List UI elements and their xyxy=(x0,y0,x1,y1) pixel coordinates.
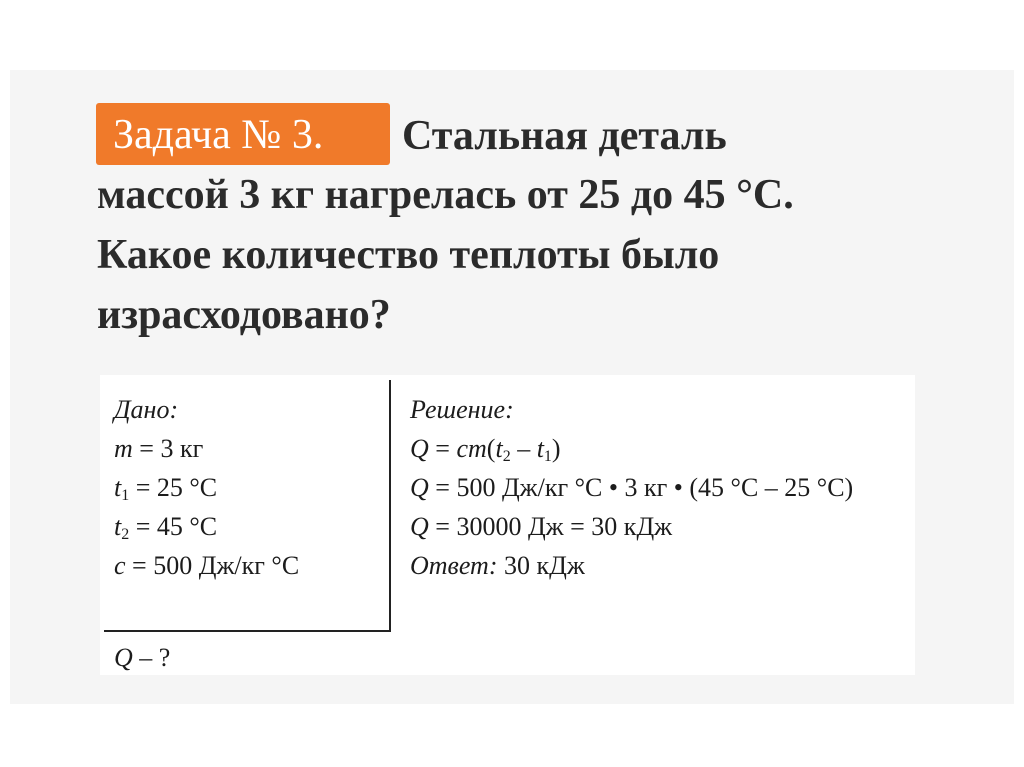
formula-t1: t xyxy=(536,434,544,463)
given-c-value: = 500 Дж/кг °C xyxy=(125,551,300,580)
formula-minus: – xyxy=(510,434,537,463)
substitution-value: = 500 Дж/кг °C • 3 кг • (45 °C – 25 °C) xyxy=(428,473,854,502)
given-t2-value: = 45 °C xyxy=(129,512,218,541)
given-t1-var: t xyxy=(114,473,122,502)
given-find-value: – ? xyxy=(132,643,171,672)
problem-text-line-3: Какое количество теплоты было xyxy=(97,232,720,278)
given-t1-value: = 25 °C xyxy=(129,473,218,502)
formula-eq: = xyxy=(428,434,457,463)
given-t2 xyxy=(114,512,217,542)
answer-label: Ответ: xyxy=(410,551,498,580)
task-number-label: Задача № 3. xyxy=(113,112,324,158)
given-mass-value: = 3 кг xyxy=(132,434,204,463)
given-t1 xyxy=(114,473,217,503)
given-divider-vertical xyxy=(389,380,391,632)
formula-t1-sub: 1 xyxy=(543,448,552,465)
given-find-var: Q xyxy=(114,643,133,672)
solution-formula xyxy=(410,434,561,464)
given-find xyxy=(114,643,170,673)
given-heading: Дано: xyxy=(114,395,179,424)
given-t2-var: t xyxy=(114,512,122,541)
given-specific-heat xyxy=(114,551,299,581)
given-c-var: c xyxy=(114,551,126,580)
problem-text-line-2: массой 3 кг нагрелась от 25 до 45 °C. xyxy=(97,172,794,218)
result-value: = 30000 Дж = 30 кДж xyxy=(428,512,673,541)
solution-heading: Решение: xyxy=(410,395,514,424)
formula-cm: cm xyxy=(456,434,487,463)
problem-text-line-1: Стальная деталь xyxy=(402,113,727,159)
given-mass xyxy=(114,434,203,464)
substitution-q: Q xyxy=(410,473,429,502)
solution-result xyxy=(410,512,672,542)
formula-open: ( xyxy=(486,434,496,463)
formula-t2: t xyxy=(495,434,503,463)
result-q: Q xyxy=(410,512,429,541)
formula-q: Q xyxy=(410,434,429,463)
solution-answer xyxy=(410,551,585,581)
given-mass-var: m xyxy=(114,434,133,463)
solution-substitution xyxy=(410,473,853,503)
given-divider-horizontal xyxy=(104,630,391,632)
problem-text-line-4: израсходовано? xyxy=(97,292,391,338)
answer-value: 30 кДж xyxy=(497,551,585,580)
formula-close: ) xyxy=(551,434,561,463)
given-t2-sub: 2 xyxy=(121,526,130,543)
formula-t2-sub: 2 xyxy=(502,448,511,465)
given-t1-sub: 1 xyxy=(121,487,130,504)
